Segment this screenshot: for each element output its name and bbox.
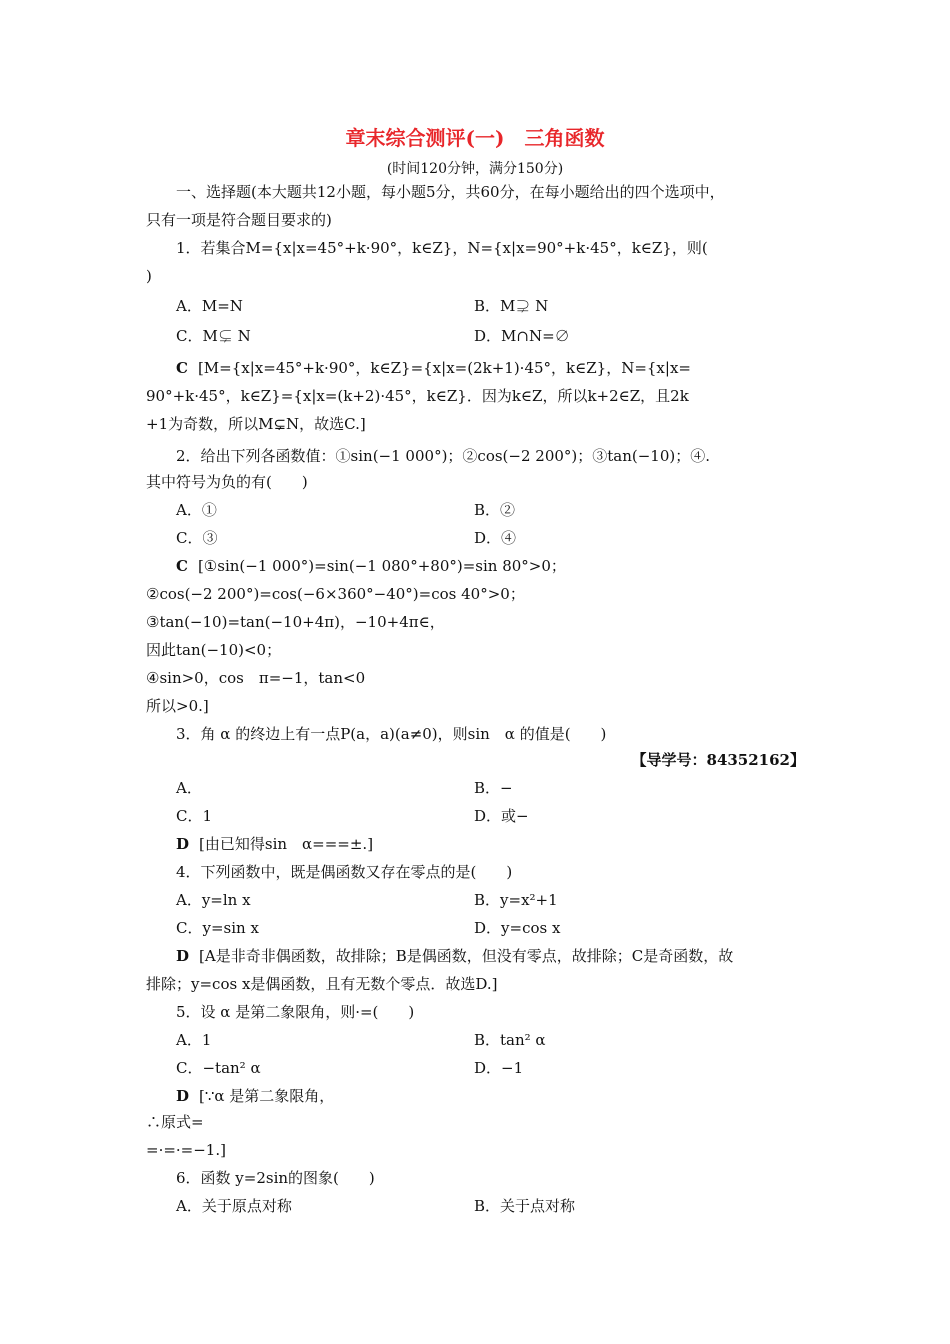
q6-option-b: B．关于点对称 [474,1197,576,1215]
q4-option-b: B．y=x²+1 [474,891,558,909]
q1-stem: 1．若集合M={x|x=45°+k·90°，k∈Z}，N={x|x=90°+k·45°，k∈Z}，则( [176,239,708,257]
q5-option-a: A．1 [176,1031,212,1049]
q4-answer: D [176,947,190,965]
q2-stem-cont: 其中符号为负的有( ) [146,473,308,491]
q6-stem: 6．函数 y=2sin的图象( ) [176,1169,375,1187]
q1-options-cd [0,322,950,350]
q2-solution-5: ④sin>0，cos π=−1，tan<0 [146,669,366,687]
q1-stem-cont: ) [146,267,152,285]
q4-option-d: D．y=cos x [474,919,561,937]
q3-answer: D [176,835,190,853]
section-header: 一、选择题(本大题共12小题，每小题5分，共60分，在每小题给出的四个选项中， [176,183,725,201]
q2-option-b: B．② [474,501,516,519]
q5-options-ab [0,1026,950,1054]
q1-solution-3: +1为奇数，所以M⊊N，故选C.] [146,415,366,433]
q2-solution-6: 所以>0.] [146,697,209,715]
q1-options-ab [0,292,950,320]
q4-option-a: A．y=ln x [176,891,251,909]
q5-option-b: B．tan² α [474,1031,546,1049]
q3-reference-number: 【导学号：84352162】 [631,751,805,769]
q4-solution-2: 排除；y=cos x是偶函数，且有无数个零点．故选D.] [146,975,498,993]
q5-stem: 5．设 α 是第二象限角，则·=( ) [176,1003,415,1021]
q5-answer: D [176,1087,190,1105]
q3-solution: D [由已知得sin α===±.] [176,835,374,853]
q5-solution-3: =·=·=−1.] [146,1141,226,1159]
q4-options-cd [0,914,950,942]
q1-option-b: B．M⊋ N [474,297,549,315]
q1-solution-2: 90°+k·45°，k∈Z}={x|x=(k+2)·45°，k∈Z}．因为k∈Z，所以k+2∈Z，且2k [146,387,689,405]
q3-stem: 3．角 α 的终边上有一点P(a，a)(a≠0)，则sin α 的值是( ) [176,725,607,743]
q4-options-ab [0,886,950,914]
q2-answer: C [176,557,188,575]
q4-solution: D [A是非奇非偶函数，故排除；B是偶函数，但没有零点，故排除；C是奇函数，故 [176,947,734,965]
q1-answer: C [176,359,188,377]
q3-option-d: D．或− [474,807,529,825]
q2-option-a: A．① [176,501,217,519]
q2-options-ab [0,496,950,524]
q5-solution: D [∵α 是第二象限角， [176,1087,335,1105]
q5-options-cd [0,1054,950,1082]
q2-stem: 2．给出下列各函数值：①sin(−1 000°)；②cos(−2 200°)；③tan(−10)；④. [176,447,711,465]
q5-option-c: C．−tan² α [176,1059,261,1077]
q4-option-c: C．y=sin x [176,919,259,937]
q3-option-a: A． [176,779,202,797]
q5-option-d: D．−1 [474,1059,524,1077]
q6-options-ab [0,1192,950,1220]
q4-stem: 4．下列函数中，既是偶函数又存在零点的是( ) [176,863,513,881]
q1-option-a: A．M=N [176,297,243,315]
q2-option-c: C．③ [176,529,218,547]
page-subtitle: (时间120分钟，满分150分) [386,161,564,177]
q2-solution-2: ②cos(−2 200°)=cos(−6×360°−40°)=cos 40°>0； [146,585,525,603]
q2-option-d: D．④ [474,529,517,547]
q3-options-ab [0,774,950,802]
section-header-cont: 只有一项是符合题目要求的) [146,211,332,229]
q1-solution: C [M={x|x=45°+k·90°，k∈Z}={x|x=(2k+1)·45°，k∈Z}，N={x|x= [176,359,691,377]
q2-solution: C [①sin(−1 000°)=sin(−1 080°+80°)=sin 80°>0； [176,557,566,575]
q5-solution-2: ∴原式= [146,1113,204,1131]
q2-solution-4: 因此tan(−10)<0； [146,641,282,659]
q1-option-c: C．M⊊ N [176,327,251,345]
q3-option-b: B．− [474,779,513,797]
q6-option-a: A．关于原点对称 [176,1197,292,1215]
page-title: 章末综合测评(一) 三角函数 [345,126,605,150]
q1-option-d: D．M∩N=∅ [474,327,570,345]
q3-options-cd [0,802,950,830]
q3-ref-row [0,746,950,774]
q2-solution-3: ③tan(−10)=tan(−10+4π)，−10+4π∈， [146,613,445,631]
q2-options-cd [0,524,950,552]
q3-option-c: C．1 [176,807,213,825]
